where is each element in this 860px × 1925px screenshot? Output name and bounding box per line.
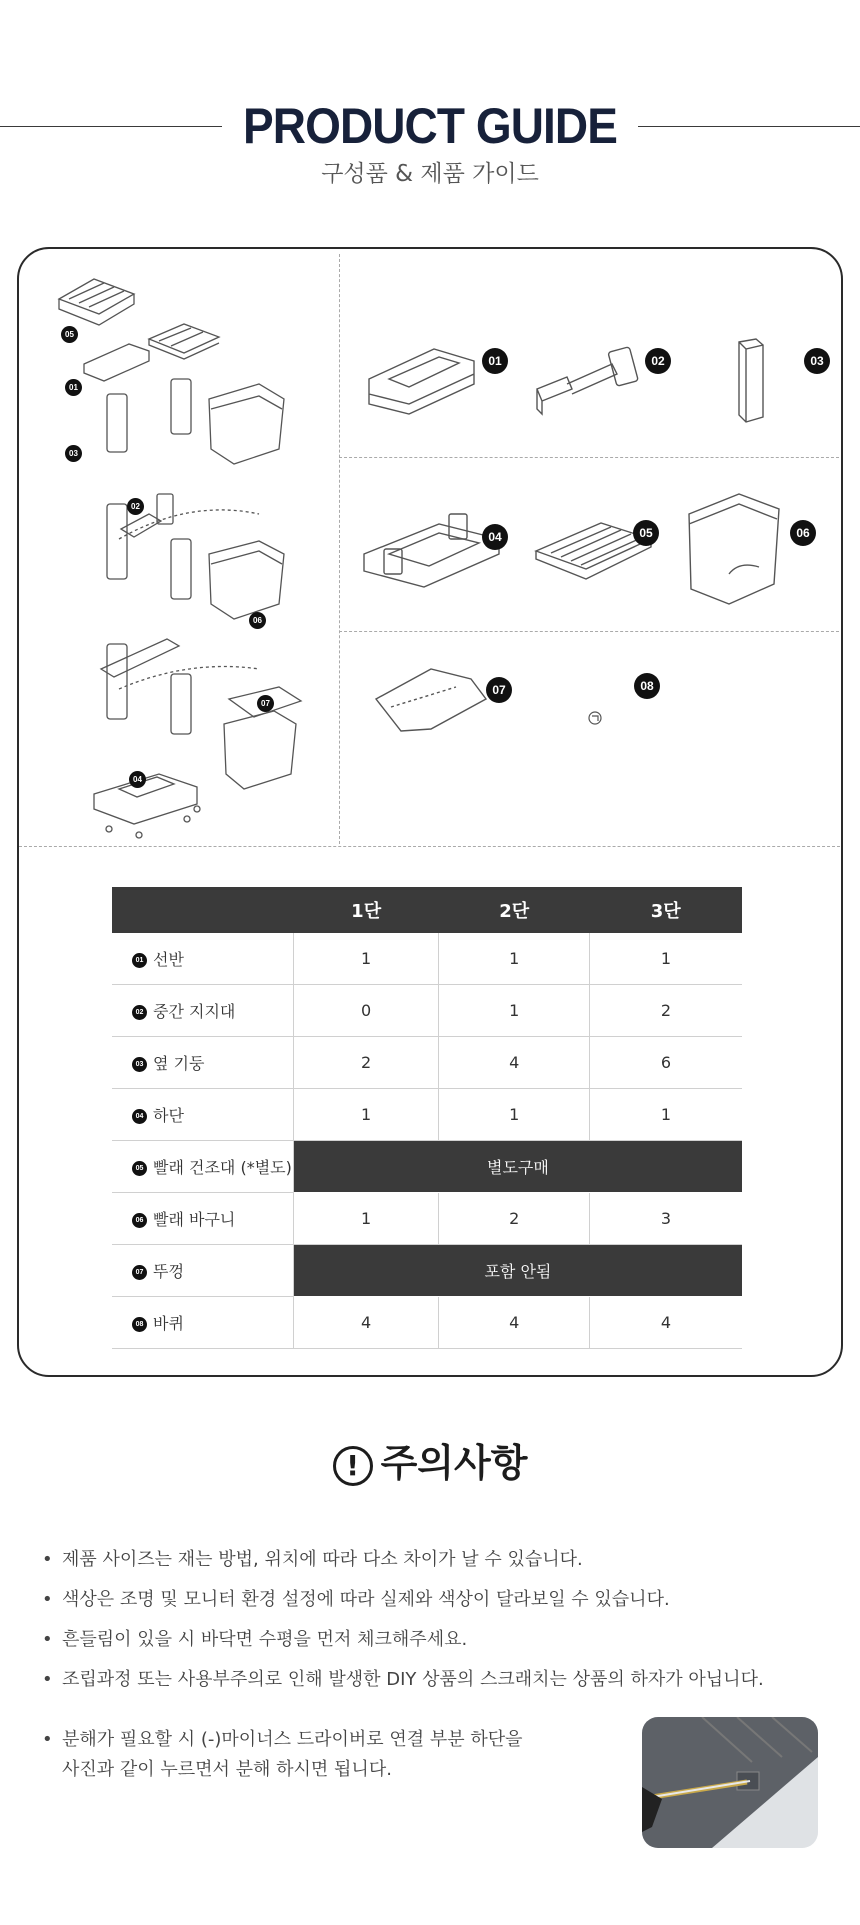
part-07-illustration bbox=[371, 659, 491, 749]
caution-note-disassembly bbox=[42, 1725, 622, 1785]
part-name: 선반 bbox=[153, 950, 184, 969]
part-06-illustration bbox=[679, 489, 789, 614]
qty-cell: 2 bbox=[589, 985, 742, 1037]
part-name: 바퀴 bbox=[153, 1314, 184, 1333]
part-badge: 06 bbox=[132, 1213, 147, 1228]
part-badge-03: 03 bbox=[804, 348, 830, 374]
page-subtitle: 구성품 & 제품 가이드 bbox=[321, 161, 539, 187]
part-badge-01: 01 bbox=[482, 348, 508, 374]
table-header bbox=[112, 887, 293, 933]
table-row bbox=[112, 1037, 742, 1089]
table-row bbox=[112, 933, 742, 985]
merged-note-cell: 별도구매 bbox=[293, 1141, 742, 1193]
table-header-row bbox=[112, 887, 742, 933]
part-badge-06: 06 bbox=[249, 612, 266, 629]
caution-notes bbox=[42, 1540, 832, 1700]
part-name: 중간 지지대 bbox=[153, 1002, 236, 1021]
qty-cell: 4 bbox=[293, 1297, 439, 1349]
caution-note: • 흔들림이 있을 시 바닥면 수평을 먼저 체크해주세요. bbox=[42, 1620, 832, 1660]
part-02-illustration bbox=[527, 339, 657, 419]
part-name-cell bbox=[112, 1037, 293, 1089]
part-03-illustration bbox=[731, 337, 771, 427]
part-name-cell bbox=[112, 1089, 293, 1141]
part-badge-05: 05 bbox=[61, 326, 78, 343]
qty-cell: 0 bbox=[293, 985, 439, 1037]
table-row bbox=[112, 1245, 742, 1297]
qty-cell: 1 bbox=[439, 933, 590, 985]
part-name-cell bbox=[112, 1193, 293, 1245]
part-badge-07: 07 bbox=[486, 677, 512, 703]
table-row bbox=[112, 1089, 742, 1141]
part-name-cell bbox=[112, 1245, 293, 1297]
part-badge: 08 bbox=[132, 1317, 147, 1332]
table-row bbox=[112, 1193, 742, 1245]
disassembly-photo bbox=[642, 1717, 818, 1848]
qty-cell: 1 bbox=[293, 1193, 439, 1245]
part-badge: 03 bbox=[132, 1057, 147, 1072]
qty-cell: 3 bbox=[589, 1193, 742, 1245]
qty-cell: 4 bbox=[589, 1297, 742, 1349]
caution-note: • 제품 사이즈는 재는 방법, 위치에 따라 다소 차이가 날 수 있습니다. bbox=[42, 1540, 832, 1580]
part-badge-07: 07 bbox=[257, 695, 274, 712]
table-row bbox=[112, 985, 742, 1037]
part-badge-05: 05 bbox=[633, 520, 659, 546]
table-header: 3단 bbox=[589, 887, 742, 933]
part-badge-02: 02 bbox=[645, 348, 671, 374]
caution-note-line: 사진과 같이 누르면서 분해 하시면 됩니다. bbox=[62, 1759, 392, 1780]
qty-cell: 1 bbox=[439, 985, 590, 1037]
qty-cell: 4 bbox=[439, 1037, 590, 1089]
part-badge-04: 04 bbox=[129, 771, 146, 788]
table-row bbox=[112, 1297, 742, 1349]
part-name: 빨래 건조대 (*별도) bbox=[153, 1158, 292, 1177]
divider bbox=[339, 254, 340, 844]
caution-note-line: • 분해가 필요할 시 (-)마이너스 드라이버로 연결 부분 하단을 bbox=[62, 1729, 523, 1750]
screwdriver-photo-illustration bbox=[642, 1717, 818, 1848]
part-name: 뚜껑 bbox=[153, 1262, 184, 1281]
part-name: 빨래 바구니 bbox=[153, 1210, 236, 1229]
part-name: 하단 bbox=[153, 1106, 184, 1125]
part-badge: 04 bbox=[132, 1109, 147, 1124]
qty-cell: 1 bbox=[589, 933, 742, 985]
table-row bbox=[112, 1141, 742, 1193]
part-badge: 01 bbox=[132, 953, 147, 968]
qty-cell: 2 bbox=[439, 1193, 590, 1245]
part-01-illustration bbox=[359, 339, 489, 419]
page-title: PRODUCT GUIDE bbox=[243, 98, 617, 154]
qty-cell: 4 bbox=[439, 1297, 590, 1349]
part-badge: 07 bbox=[132, 1265, 147, 1280]
table-header: 1단 bbox=[293, 887, 439, 933]
qty-cell: 6 bbox=[589, 1037, 742, 1089]
caution-note: • 색상은 조명 및 모니터 환경 설정에 따라 실제와 색상이 달라보일 수 있습니다. bbox=[42, 1580, 832, 1620]
part-04-illustration bbox=[359, 509, 509, 599]
divider bbox=[339, 631, 839, 632]
merged-note-cell: 포함 안됨 bbox=[293, 1245, 742, 1297]
part-badge: 05 bbox=[132, 1161, 147, 1176]
part-name: 옆 기둥 bbox=[153, 1054, 205, 1073]
divider bbox=[339, 457, 839, 458]
part-name-cell bbox=[112, 933, 293, 985]
part-name-cell bbox=[112, 1297, 293, 1349]
qty-cell: 1 bbox=[589, 1089, 742, 1141]
assembly-illustration bbox=[39, 269, 329, 839]
qty-cell: 1 bbox=[293, 1089, 439, 1141]
caution-heading bbox=[0, 1432, 860, 1487]
table-header: 2단 bbox=[439, 887, 590, 933]
part-08-illustration bbox=[585, 708, 605, 728]
title-row bbox=[0, 96, 860, 156]
parts-table bbox=[112, 887, 742, 1349]
part-badge-04: 04 bbox=[482, 524, 508, 550]
part-badge-06: 06 bbox=[790, 520, 816, 546]
qty-cell: 1 bbox=[439, 1089, 590, 1141]
qty-cell: 1 bbox=[293, 933, 439, 985]
part-badge-08: 08 bbox=[634, 673, 660, 699]
part-name-cell bbox=[112, 1141, 293, 1193]
exclamation-circle-icon: ! bbox=[333, 1446, 373, 1486]
part-badge: 02 bbox=[132, 1005, 147, 1020]
part-badge-02: 02 bbox=[127, 498, 144, 515]
qty-cell: 2 bbox=[293, 1037, 439, 1089]
part-name-cell bbox=[112, 985, 293, 1037]
part-badge-03: 03 bbox=[65, 445, 82, 462]
divider bbox=[19, 846, 843, 847]
caution-title: 주의사항 bbox=[380, 1441, 528, 1485]
part-badge-01: 01 bbox=[65, 379, 82, 396]
caution-note: • 조립과정 또는 사용부주의로 인해 발생한 DIY 상품의 스크래치는 상품의 하자가 아닙니다. bbox=[42, 1660, 832, 1700]
